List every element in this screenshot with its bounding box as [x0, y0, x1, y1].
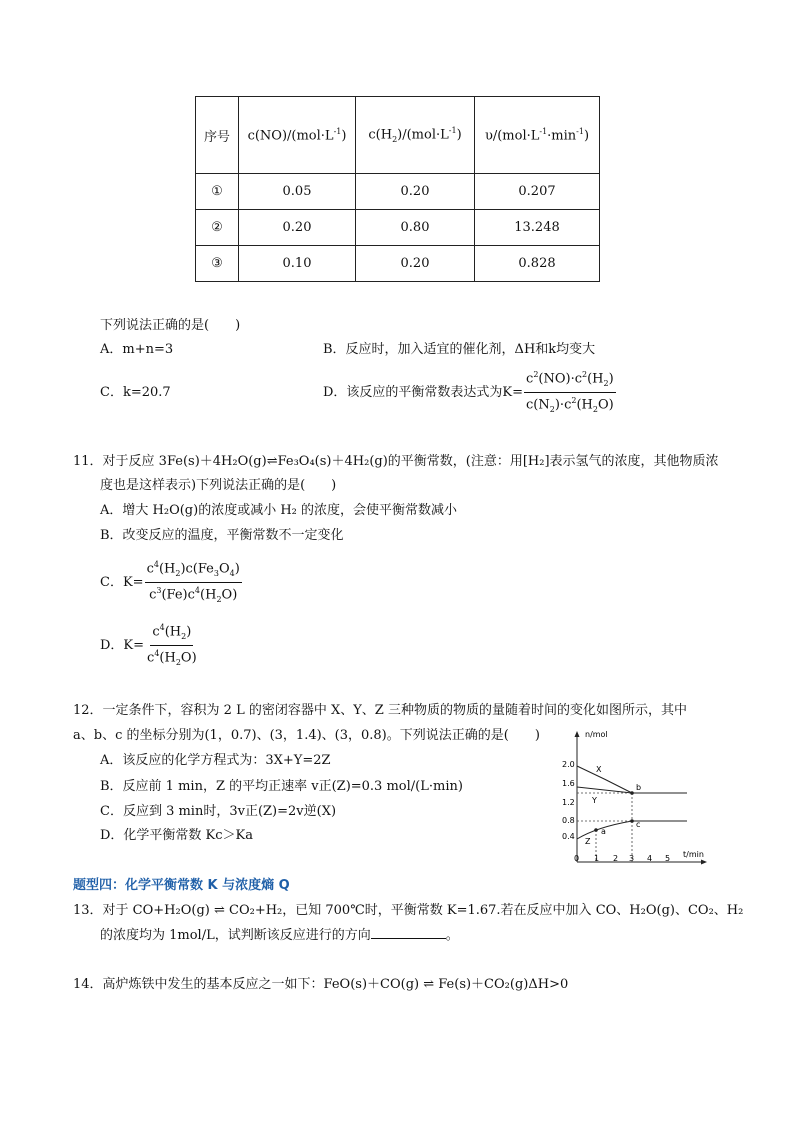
- curve-label-z: Z: [585, 837, 591, 846]
- header-c-h2: $c(H_2)/(mol\cdot L^{-1})$: [356, 97, 475, 174]
- x-tick-label: 4: [647, 854, 653, 863]
- table-header-row: [196, 97, 600, 174]
- curve-y: [577, 787, 632, 793]
- section-title: 题型四：化学平衡常数 K 与浓度熵 Q: [73, 878, 290, 893]
- x-tick-label: 1: [594, 854, 600, 863]
- header-c-no: $c(NO)/(mol\cdot L^{-1})$: [239, 97, 356, 174]
- q11-option-d-prefix: D．K=: [100, 637, 145, 653]
- amount-time-graph: [555, 727, 715, 867]
- q12-option-d: D．化学平衡常数 Kc＞Ka: [100, 828, 254, 843]
- y-axis-label: n/mol: [585, 730, 608, 739]
- answer-blank: [371, 926, 446, 939]
- x-tick-label: 0: [574, 854, 580, 863]
- q13-line2-text: 的浓度均为 1mol/L，试判断该反应进行的方向: [100, 928, 371, 943]
- q10-option-c: C．k=20.7: [100, 385, 171, 400]
- point-a: [594, 828, 598, 832]
- q10-option-d: [323, 368, 616, 417]
- q14-line1: 14．高炉炼铁中发生的基本反应之一如下：FeO(s)＋CO(g) ⇌ Fe(s)＋CO₂(g)ΔH>0: [73, 977, 569, 992]
- q11-option-b: B．改变反应的温度，平衡常数不一定变化: [100, 528, 344, 543]
- point-label-b: b: [636, 783, 642, 792]
- cell-rate: 0.828: [475, 246, 600, 282]
- curve-label-y: Y: [592, 796, 597, 805]
- q10-option-b: B．反应时，加入适宜的催化剂，ΔH和k均变大: [323, 342, 596, 357]
- y-tick-label: 0.4: [562, 832, 575, 841]
- equilibrium-fraction: $\frac{c^2(NO)\cdot c^2(H_2)}{c(N_2)\cdot c^2(H_2O)}$: [526, 370, 614, 414]
- rate-data-table: [195, 96, 600, 282]
- curve-label-x: X: [596, 765, 602, 774]
- x-axis-label: t/min: [683, 850, 704, 859]
- q11-line1: 11．对于反应 3Fe(s)＋4H₂O(g)⇌Fe₃O₄(s)＋4H₂(g)的平衡常数，(注意：用[H₂]表示氢气的浓度，其他物质浓: [73, 454, 719, 469]
- q10-option-d-prefix: D．该反应的平衡常数表达式为K=: [323, 384, 524, 400]
- q11-option-a: A．增大 H₂O(g)的浓度或减小 H₂ 的浓度，会使平衡常数减小: [100, 503, 458, 518]
- cell-c-no: 0.10: [239, 246, 356, 282]
- x-tick-label: 5: [665, 854, 671, 863]
- q10-stem: 下列说法正确的是( ): [100, 318, 241, 333]
- cell-c-no: 0.20: [239, 210, 356, 246]
- table-row: [196, 210, 600, 246]
- q13-line1: 13．对于 CO+H₂O(g) ⇌ CO₂+H₂，已知 700℃时，平衡常数 K=1.67.若在反应中加入 CO、H₂O(g)、CO₂、H₂: [73, 903, 744, 918]
- q10-option-a: A．m+n=3: [100, 342, 174, 357]
- cell-c-h2: 0.80: [356, 210, 475, 246]
- q12-option-a: A．该反应的化学方程式为：3X+Y=2Z: [100, 753, 331, 768]
- cell-c-h2: 0.20: [356, 246, 475, 282]
- x-tick-label: 3: [629, 854, 635, 863]
- x-axis-arrow: [701, 860, 707, 865]
- q13-line2: 的浓度均为 1mol/L，试判断该反应进行的方向 。: [100, 928, 459, 943]
- table-row: [196, 246, 600, 282]
- q12-line2: a、b、c 的坐标分别为(1，0.7)、(3，1.4)、(3，0.8)。下列说法正确的是( ): [73, 728, 540, 743]
- q12-option-b: B．反应前 1 min，Z 的平均正速率 v正(Z)=0.3 mol/(L·min): [100, 779, 463, 794]
- q12-option-c: C．反应到 3 min时，3v正(Z)=2v逆(X): [100, 804, 337, 819]
- point-label-a: a: [601, 827, 606, 836]
- y-tick-label: 2.0: [562, 760, 575, 769]
- point-b: [630, 791, 634, 795]
- cell-c-h2: 0.20: [356, 174, 475, 210]
- x-tick-label: 2: [613, 854, 619, 863]
- y-tick-label: 1.2: [562, 798, 575, 807]
- cell-index: ①: [196, 174, 239, 210]
- cell-c-no: 0.05: [239, 174, 356, 210]
- q11-option-c: [100, 558, 242, 607]
- table-row: [196, 174, 600, 210]
- q11-line2: 度也是这样表示)下列说法正确的是( ): [100, 478, 337, 493]
- cell-index: ③: [196, 246, 239, 282]
- q11-c-fraction: $\frac{c^4(H_2)c(Fe_3O_4)}{c^3(Fe)c^4(H_2O)}$: [146, 560, 240, 604]
- y-axis-arrow: [575, 731, 580, 737]
- cell-rate: 13.248: [475, 210, 600, 246]
- q11-option-d: [100, 621, 199, 670]
- q11-option-c-prefix: C．K=: [100, 574, 144, 590]
- y-tick-label: 0.8: [562, 816, 575, 825]
- header-rate: $\upsilon/(mol\cdot L^{-1}\cdot\min^{-1})$: [475, 97, 600, 174]
- q11-d-fraction: $\frac{c^4(H_2)}{c^4(H_2O)}$: [147, 623, 197, 667]
- y-tick-label: 1.6: [562, 779, 575, 788]
- point-c: [630, 819, 634, 823]
- cell-rate: 0.207: [475, 174, 600, 210]
- point-label-c: c: [636, 820, 641, 829]
- q12-line1: 12．一定条件下，容积为 2 L 的密闭容器中 X、Y、Z 三种物质的物质的量随着时间的变化如图所示，其中: [73, 703, 687, 718]
- header-index: 序号: [196, 97, 239, 174]
- cell-index: ②: [196, 210, 239, 246]
